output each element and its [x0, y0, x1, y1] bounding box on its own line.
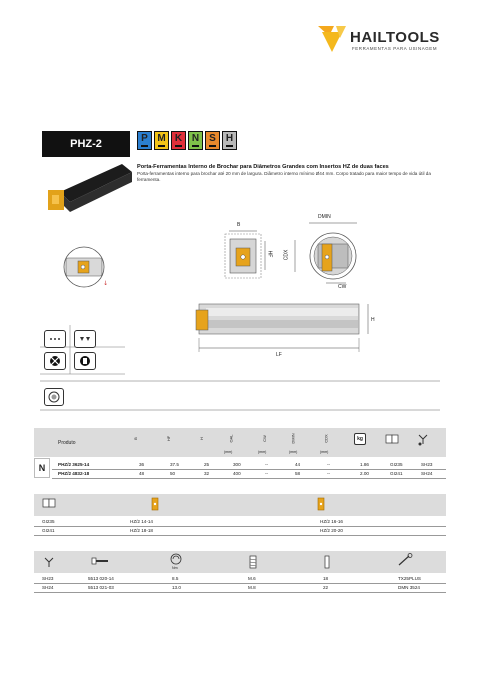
main-cell: 32	[204, 471, 210, 476]
iso-group-s: S	[205, 131, 220, 150]
insert-icon	[384, 432, 400, 446]
insert-cell: HZ/2 14-14	[130, 519, 153, 524]
insert-cell: HZ/2 16-16	[320, 519, 343, 524]
main-cell: --	[327, 471, 331, 476]
main-cell: GI241	[390, 471, 403, 476]
product-photo	[42, 162, 132, 222]
main-cell: 300	[233, 462, 241, 467]
rotation-left-icon	[44, 330, 66, 348]
spare-parts-icon	[416, 432, 430, 446]
main-unit-cw: (mm)	[258, 450, 267, 454]
main-cell: SH24	[421, 471, 433, 476]
main-cell: GI235	[390, 462, 403, 467]
spare-set-icon	[42, 555, 56, 569]
main-header-cw: CW	[261, 435, 267, 442]
main-header-produto: Produto	[58, 440, 76, 446]
dim-h-label: H	[371, 317, 375, 323]
insert-cell: HZ/2 18-18	[130, 528, 153, 533]
iso-group-n: N	[188, 131, 203, 150]
rotation-right-icon	[74, 330, 96, 348]
main-cell: 44	[295, 462, 301, 467]
product-description: Porta-ferramentas interno para brochar até 20 mm de largura. Diâmetro interno mínimo Ø44 mm. Corpo tratado para maior tempo de vida útil da ferramenta.	[137, 171, 431, 182]
parts-cell: 13.0	[172, 585, 181, 590]
dim-hf-label: HF	[266, 250, 273, 258]
parts-cell: TX25PLUS	[398, 576, 421, 581]
main-header-h: H	[198, 437, 204, 440]
main-header-cdx: CDX	[323, 434, 329, 443]
insert-cell: GI235	[42, 519, 55, 524]
main-cell: PHZ/2 4832-18	[58, 471, 90, 476]
product-title: Porta-Ferramentas Interno de Brochar para Diâmetros Grandes com Insertos HZ de duas faces	[137, 164, 389, 170]
torque-unit-label: Nm	[172, 566, 178, 570]
row-divider	[34, 583, 446, 584]
main-header-dmin: DMIN	[290, 433, 296, 444]
iso-group-h: H	[222, 131, 237, 150]
weight-kg-icon: kg	[354, 433, 366, 445]
main-cell: 37.5	[170, 462, 179, 467]
main-cell: 2.00	[360, 471, 369, 476]
product-code: PHZ-2	[42, 131, 130, 157]
iso-group-k: K	[171, 131, 186, 150]
main-cell: PHZ/2 3625-14	[58, 462, 90, 467]
main-cell: 48	[139, 471, 145, 476]
main-cell: SH23	[421, 462, 433, 467]
parts-cell: 5513 021-03	[88, 585, 114, 590]
screw-length-icon	[322, 555, 332, 569]
row-divider	[52, 478, 446, 479]
logo-mark-icon	[318, 24, 346, 54]
main-header-hf: HF	[166, 435, 172, 442]
main-cell: --	[327, 462, 331, 467]
main-cell: 50	[170, 471, 176, 476]
main-cell: 400	[233, 471, 241, 476]
parts-cell: M.8	[248, 585, 256, 590]
cross-cut-icon	[44, 352, 66, 370]
main-unit-dmin: (mm)	[289, 450, 298, 454]
parts-cell: SH23	[42, 576, 54, 581]
row-divider	[34, 526, 446, 527]
internal-machining-icon	[44, 388, 64, 406]
key-icon	[397, 553, 413, 567]
parts-cell: 22	[323, 585, 329, 590]
torque-icon	[169, 553, 183, 567]
row-divider	[52, 469, 446, 470]
main-unit-oal: (mm)	[224, 450, 233, 454]
iso-group-p: P	[137, 131, 152, 150]
dim-cdx-label: CDX	[283, 249, 290, 261]
dim-b-label: B	[237, 222, 241, 228]
svg-text:↓: ↓	[103, 280, 109, 287]
thread-icon	[248, 555, 258, 569]
parts-cell: SH24	[42, 585, 54, 590]
screw-icon	[91, 555, 109, 567]
insert-cell: GI241	[42, 528, 55, 533]
main-cell: 1.86	[360, 462, 369, 467]
main-header-b: B	[132, 437, 138, 440]
group-n-label: N	[34, 458, 50, 478]
holder-code-icon	[42, 497, 56, 511]
main-cell: --	[265, 471, 269, 476]
parts-cell: 18	[323, 576, 329, 581]
iso-material-groups	[137, 131, 237, 150]
main-cell: 25	[204, 462, 210, 467]
parts-cell: 8.5	[172, 576, 179, 581]
insert-hz-small-icon	[151, 497, 159, 511]
dim-cw-label: CW	[338, 284, 347, 290]
insert-table-header-bg	[34, 494, 446, 516]
brand-logo	[318, 24, 448, 58]
dim-dmin-label: DMIN	[318, 214, 331, 220]
insert-cell: HZ/2 20-20	[320, 528, 343, 533]
main-cell: 36	[139, 462, 145, 467]
parts-cell: 5513 020-14	[88, 576, 114, 581]
brand-name: HAILTOOLS	[350, 29, 440, 46]
main-cell: --	[265, 462, 269, 467]
dim-lf-label: LF	[276, 352, 282, 358]
parts-cell: M.6	[248, 576, 256, 581]
row-divider	[34, 535, 446, 536]
internal-profile-icon	[74, 352, 96, 370]
brand-tagline: FERRAMENTAS PARA USINAGEM	[352, 46, 438, 51]
insert-hz-large-icon	[317, 497, 325, 511]
iso-group-m: M	[154, 131, 169, 150]
main-unit-cdx: (mm)	[320, 450, 329, 454]
row-divider	[34, 592, 446, 593]
main-cell: 58	[295, 471, 301, 476]
parts-cell: DMN 3524	[398, 585, 420, 590]
main-header-oal: OAL	[228, 434, 234, 443]
